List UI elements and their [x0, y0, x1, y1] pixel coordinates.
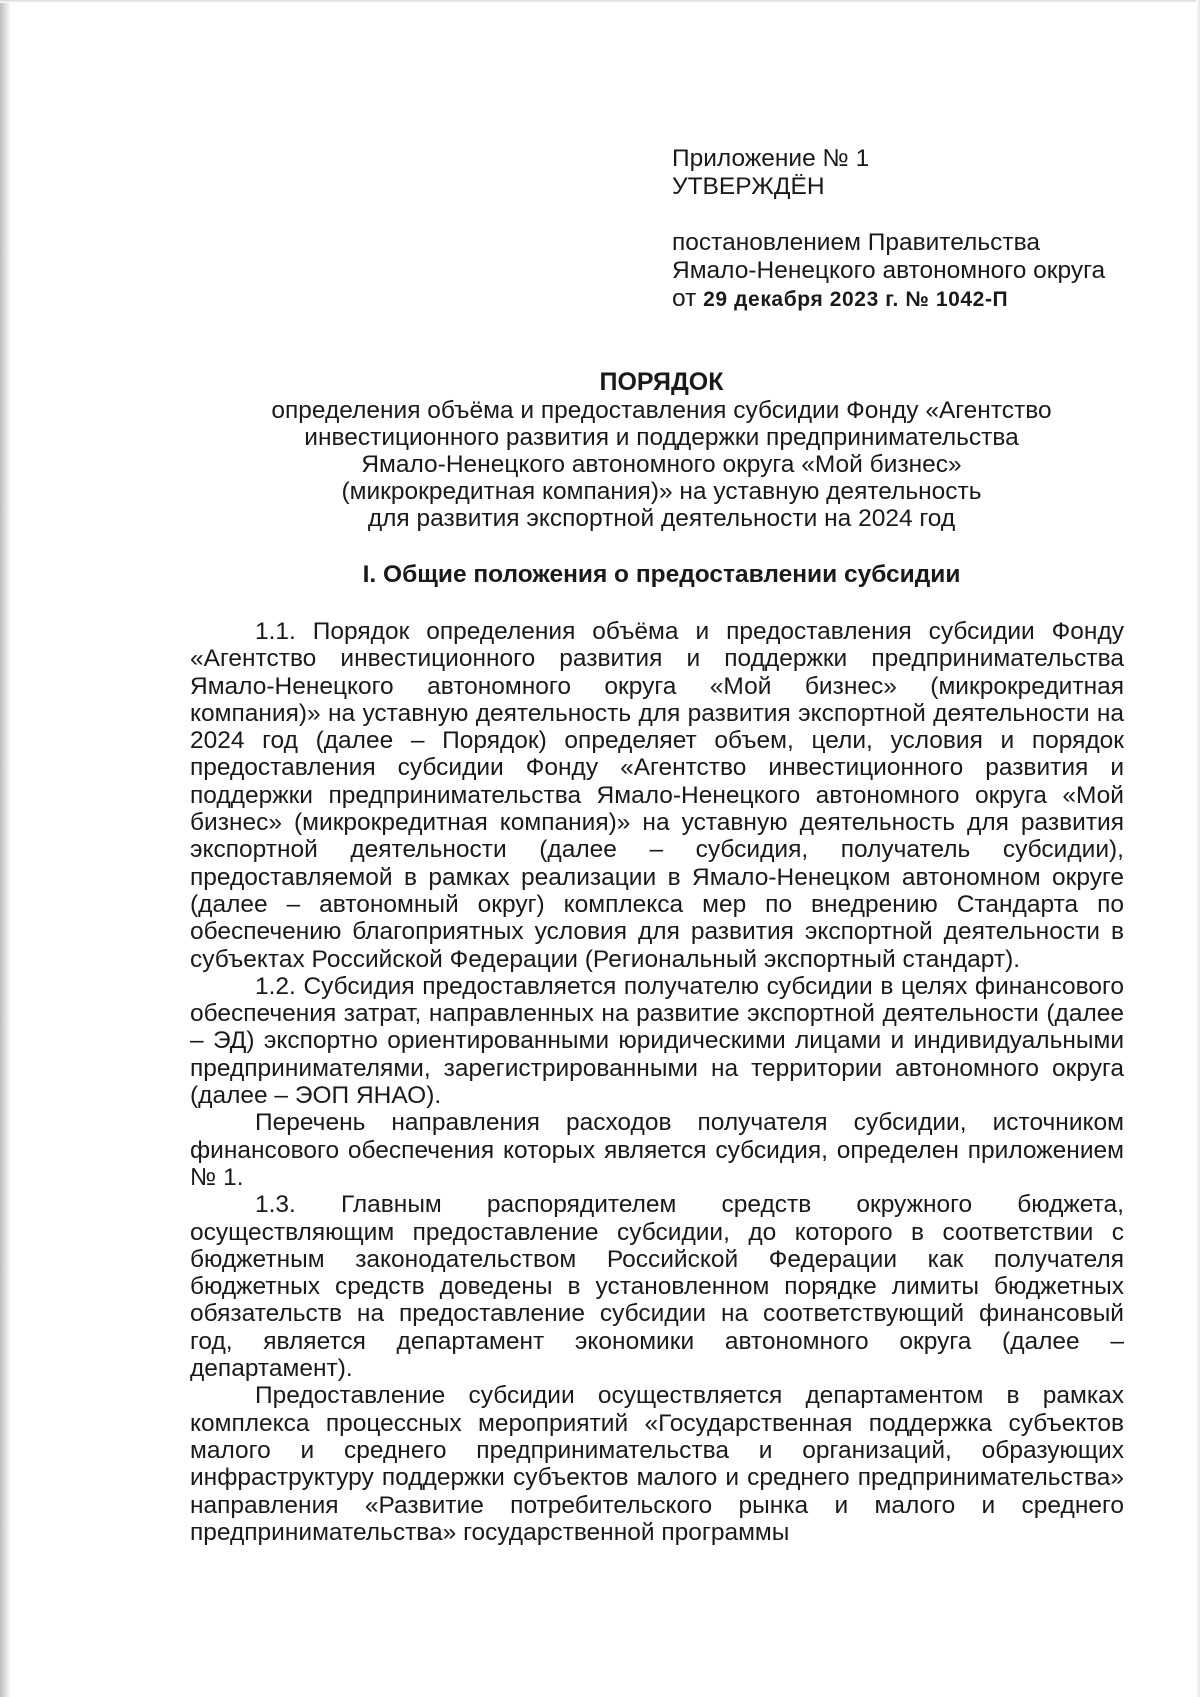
section-heading: I. Общие положения о предоставлении субсидии	[362, 561, 961, 588]
approval-stamp: УТВЕРЖДЁН	[672, 173, 825, 200]
paragraph-1-1: 1.1. Порядок определения объёма и предоставления субсидии Фонду «Агентство инвестиционного развития и поддержки предпринимательства Ямало-Ненецкого автономного округа «Мой бизнес» (микрокредитная компания)» на уставную деятельность для развития экспортной деятельности на 2024 год (далее – Порядок) определяет объем, цели, условия и порядок предоставления субсидии Фонду «Агентство инвестиционного развития и поддержки предпринимательства Ямало-Ненецкого автономного округа «Мой бизнес» (микрокредитная компания)» на уставную деятельность для развития экспортной деятельности (далее – субсидия, получатель субсидии), предоставляемой в рамках реализации в Ямало-Ненецком автономном округе (далее – автономный округ) комплекса мер по внедрению Стандарта по обеспечению благоприятных условия для развития экспортной деятельности в субъектах Российской Федерации (Региональный экспортный стандарт).	[190, 618, 1124, 973]
title-main: ПОРЯДОК	[599, 368, 724, 396]
approval-date-prefix: от	[672, 285, 697, 312]
paragraph-1-2: 1.2. Субсидия предоставляется получателю субсидии в целях финансового обеспечения затрат, направленных на развитие экспортной деятельности (далее – ЭД) экспортно ориентированными юридическими лицами и индивидуальными предпринимателями, зарегистрированными на территории автономного округа (далее – ЭОП ЯНАО).	[190, 972, 1124, 1110]
title-line-5: для развития экспортной деятельности на 2024 год	[367, 505, 956, 532]
approval-authority: Ямало-Ненецкого автономного округа	[672, 257, 1106, 284]
paragraph-1-2-list: Перечень направления расходов получателя субсидии, источником финансового обеспечения которых является субсидия, определен приложением № 1.	[190, 1109, 1124, 1191]
appendix-number: Приложение № 1	[672, 145, 870, 172]
document-title	[190, 367, 1133, 532]
title-line-4: (микрокредитная компания)» на уставную деятельность	[341, 478, 982, 505]
approval-date-line	[672, 285, 1152, 314]
title-line-2: инвестиционного развития и поддержки предпринимательства	[304, 424, 1019, 451]
title-line-1: определения объёма и предоставления субсидии Фонду «Агентство	[271, 397, 1052, 424]
document-body	[190, 618, 1124, 1546]
approval-basis: постановлением Правительства	[672, 229, 1040, 256]
title-line-3: Ямало-Ненецкого автономного округа «Мой бизнес»	[361, 451, 962, 478]
approval-date: 29 декабря 2023 г. № 1042-П	[703, 288, 1009, 311]
approval-header	[672, 145, 1152, 314]
paragraph-1-3: 1.3. Главным распорядителем средств окружного бюджета, осуществляющим предоставление субсидии, до которого в соответствии с бюджетным законодательством Российской Федерации как получателя бюджетных средств доведены в установленном порядке лимиты бюджетных обязательств на предоставление субсидии на соответствующий финансовый год, является департамент экономики автономного округа (далее – департамент).	[190, 1191, 1124, 1383]
paragraph-1-3-provision: Предоставление субсидии осуществляется департаментом в рамках комплекса процессных мероприятий «Государственная поддержка субъектов малого и среднего предпринимательства и организаций, образующих инфраструктуру поддержки субъектов малого и среднего предпринимательства» направления «Развитие потребительского рынка и малого и среднего предпринимательства» государственной программы	[190, 1382, 1124, 1546]
